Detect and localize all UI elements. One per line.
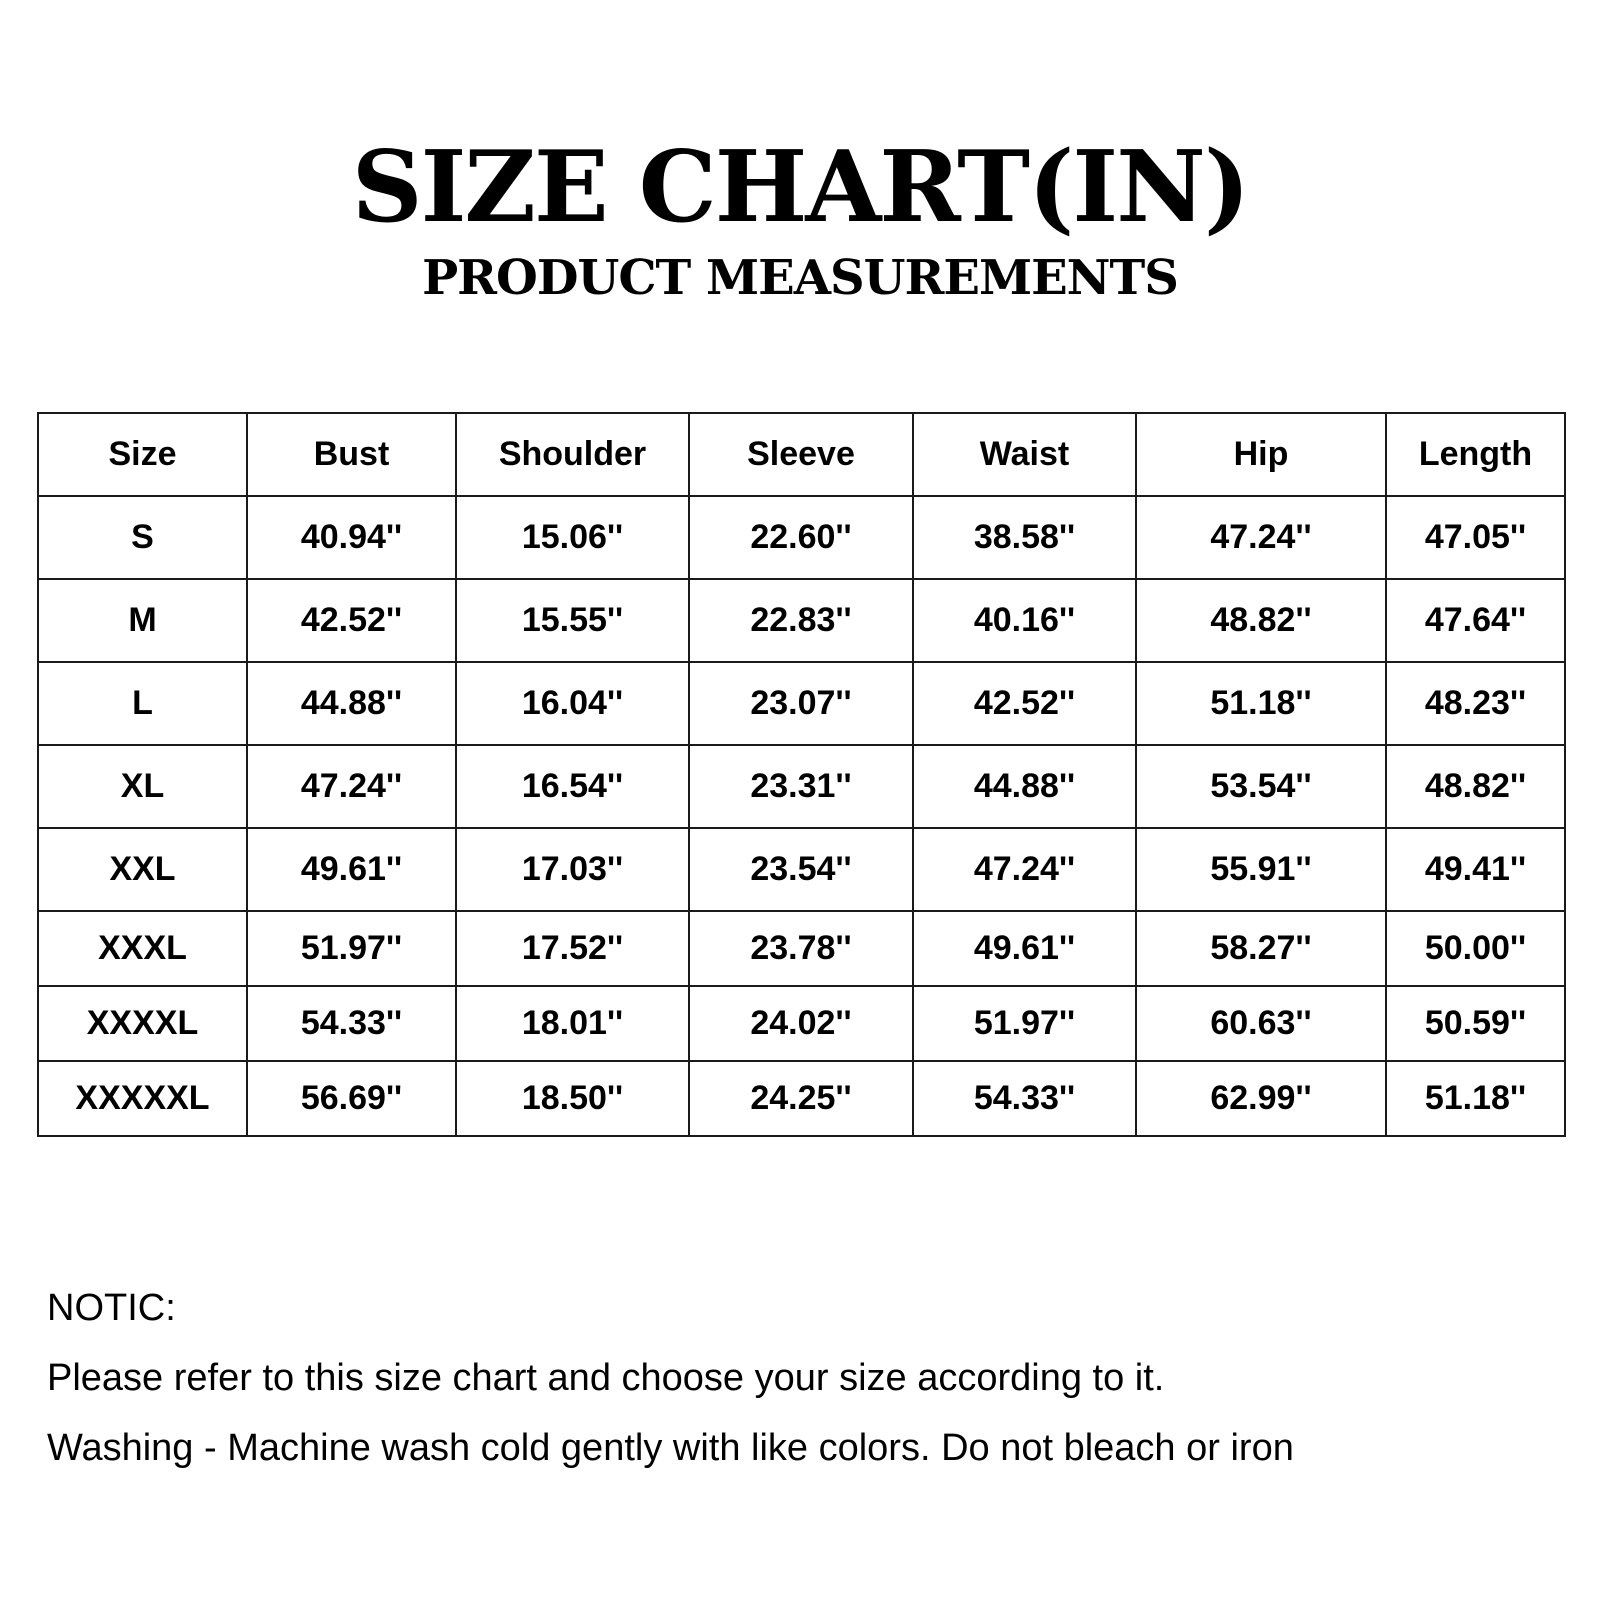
page-title: SIZE CHART(IN) — [351, 130, 1249, 245]
table-cell: 44.88'' — [247, 662, 456, 745]
table-row — [38, 496, 1565, 579]
table-cell: 23.31'' — [689, 745, 913, 828]
column-header-shoulder: Shoulder — [456, 413, 689, 496]
table-row — [38, 828, 1565, 911]
table-cell: 60.63'' — [1136, 986, 1386, 1061]
table-cell: 23.54'' — [689, 828, 913, 911]
table-cell: 48.82'' — [1136, 579, 1386, 662]
table-cell: 58.27'' — [1136, 911, 1386, 986]
table-cell: 49.41'' — [1386, 828, 1565, 911]
table-cell: 48.82'' — [1386, 745, 1565, 828]
table-cell: 47.05'' — [1386, 496, 1565, 579]
table-cell: 55.91'' — [1136, 828, 1386, 911]
table-cell: 23.07'' — [689, 662, 913, 745]
table-cell: 56.69'' — [247, 1061, 456, 1136]
table-cell: 40.16'' — [913, 579, 1136, 662]
table-cell: 47.64'' — [1386, 579, 1565, 662]
table-cell: 53.54'' — [1136, 745, 1386, 828]
table-cell: 50.59'' — [1386, 986, 1565, 1061]
table-cell: 17.03'' — [456, 828, 689, 911]
notes-line-washing: Washing - Machine wash cold gently with like colors. Do not bleach or iron — [47, 1427, 1294, 1469]
table-header-row — [38, 413, 1565, 496]
table-cell: 47.24'' — [913, 828, 1136, 911]
table-cell: 16.04'' — [456, 662, 689, 745]
notes-heading: NOTIC: — [47, 1287, 176, 1329]
table-cell: 24.02'' — [689, 986, 913, 1061]
table-cell: 51.97'' — [247, 911, 456, 986]
table-cell-size: XXXXXL — [38, 1061, 247, 1136]
table-cell: 54.33'' — [247, 986, 456, 1061]
table-cell: 62.99'' — [1136, 1061, 1386, 1136]
table-row — [38, 1061, 1565, 1136]
table-cell-size: M — [38, 579, 247, 662]
column-header-length: Length — [1386, 413, 1565, 496]
table-cell: 44.88'' — [913, 745, 1136, 828]
table-cell: 15.06'' — [456, 496, 689, 579]
table-cell-size: S — [38, 496, 247, 579]
table-cell-size: XXXL — [38, 911, 247, 986]
table-cell: 16.54'' — [456, 745, 689, 828]
table-cell: 51.97'' — [913, 986, 1136, 1061]
table-cell-size: XXXXL — [38, 986, 247, 1061]
table-cell: 51.18'' — [1386, 1061, 1565, 1136]
table-row — [38, 986, 1565, 1061]
table-cell: 22.83'' — [689, 579, 913, 662]
table-cell-size: XXL — [38, 828, 247, 911]
table-cell-size: XL — [38, 745, 247, 828]
column-header-waist: Waist — [913, 413, 1136, 496]
table-cell: 49.61'' — [247, 828, 456, 911]
table-row — [38, 662, 1565, 745]
size-chart-table — [37, 412, 1566, 1137]
table-cell: 50.00'' — [1386, 911, 1565, 986]
column-header-bust: Bust — [247, 413, 456, 496]
table-cell: 49.61'' — [913, 911, 1136, 986]
table-cell-size: L — [38, 662, 247, 745]
table-cell: 47.24'' — [247, 745, 456, 828]
table-row — [38, 911, 1565, 986]
table-cell: 47.24'' — [1136, 496, 1386, 579]
table-cell: 51.18'' — [1136, 662, 1386, 745]
table-cell: 54.33'' — [913, 1061, 1136, 1136]
table-cell: 15.55'' — [456, 579, 689, 662]
table-cell: 24.25'' — [689, 1061, 913, 1136]
table-cell: 18.01'' — [456, 986, 689, 1061]
table-cell: 42.52'' — [247, 579, 456, 662]
column-header-hip: Hip — [1136, 413, 1386, 496]
table-cell: 23.78'' — [689, 911, 913, 986]
table-cell: 17.52'' — [456, 911, 689, 986]
notes-line-size-advice: Please refer to this size chart and choose your size according to it. — [47, 1357, 1165, 1399]
table-cell: 22.60'' — [689, 496, 913, 579]
page-subtitle: PRODUCT MEASUREMENTS — [422, 250, 1178, 306]
table-cell: 48.23'' — [1386, 662, 1565, 745]
notes-section — [47, 1283, 1294, 1493]
table-cell: 40.94'' — [247, 496, 456, 579]
table-row — [38, 579, 1565, 662]
column-header-sleeve: Sleeve — [689, 413, 913, 496]
column-header-size: Size — [38, 413, 247, 496]
table-cell: 38.58'' — [913, 496, 1136, 579]
table-cell: 42.52'' — [913, 662, 1136, 745]
table-cell: 18.50'' — [456, 1061, 689, 1136]
table-row — [38, 745, 1565, 828]
